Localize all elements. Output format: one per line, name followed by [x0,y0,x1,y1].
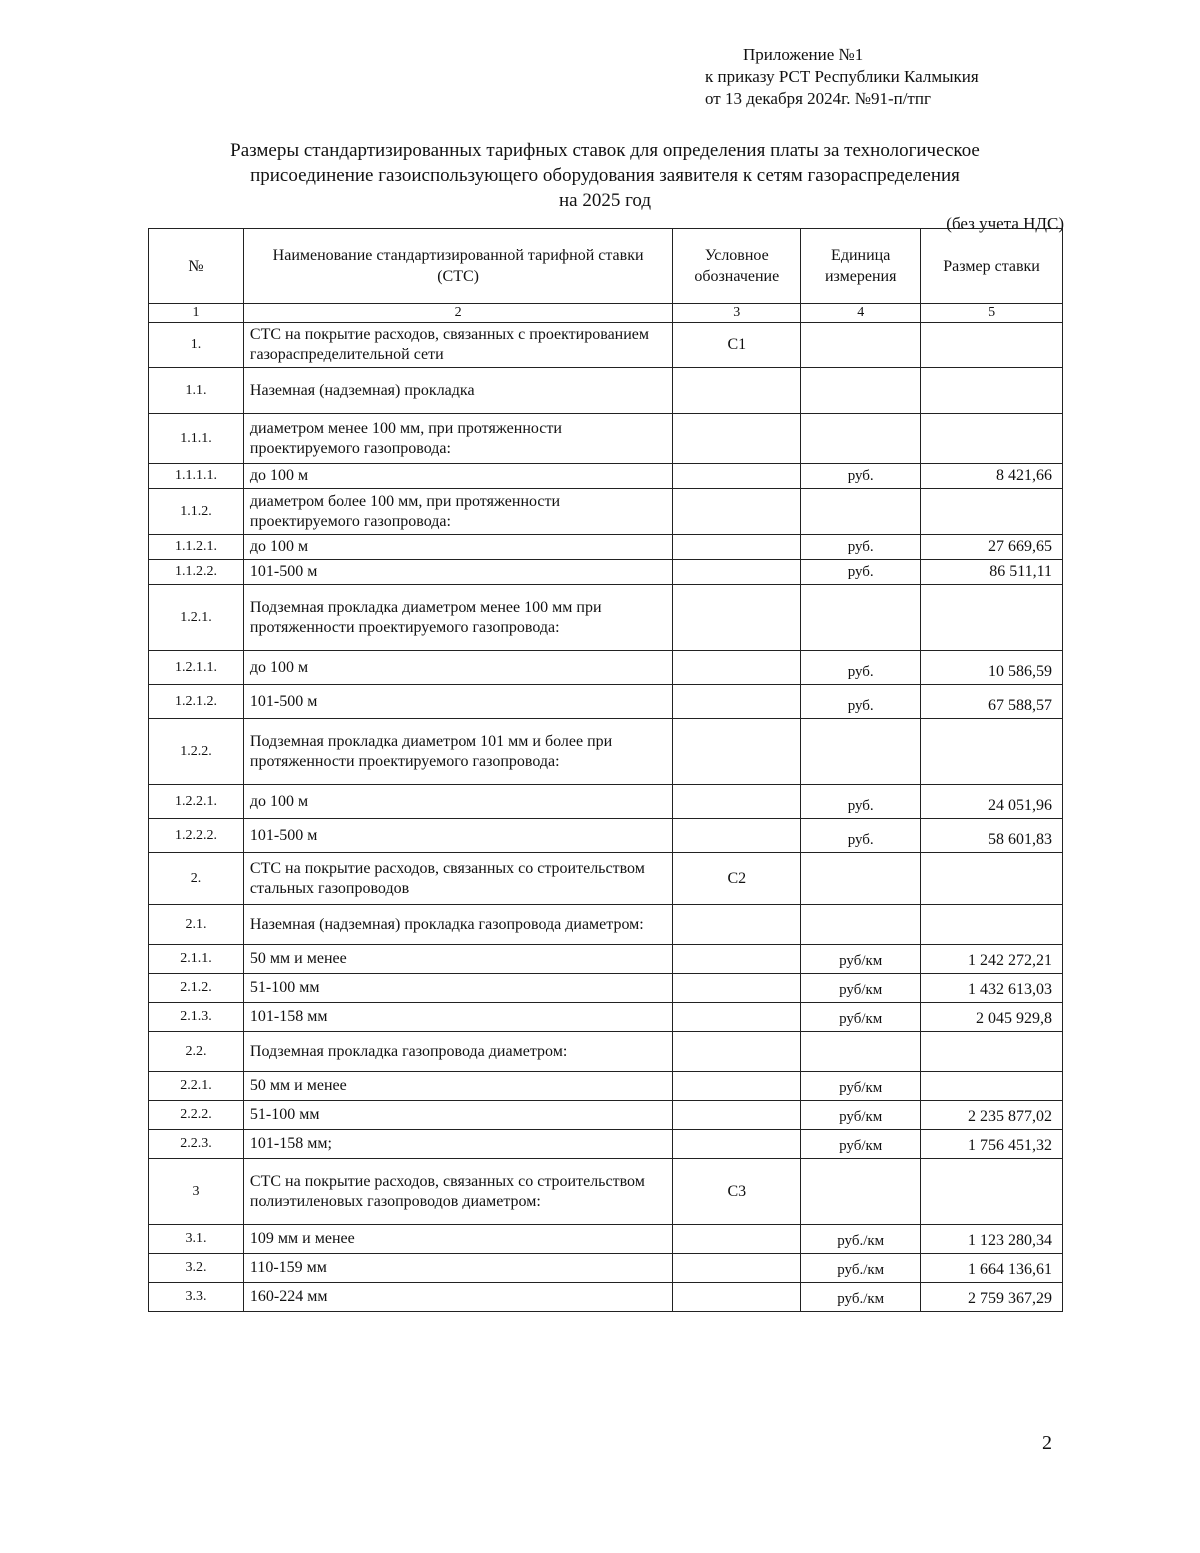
row-rate: 10 586,59 [921,651,1063,685]
row-rate [921,323,1063,368]
row-unit: руб./км [801,1225,921,1254]
row-number: 2.1.2. [149,974,244,1003]
row-unit: руб. [801,785,921,819]
row-unit: руб. [801,819,921,853]
table-row [149,1003,1063,1032]
table-row [149,974,1063,1003]
row-name: СТС на покрытие расходов, связанных с проектированием газораспределительной сети [243,323,672,368]
column-number-row [149,304,1063,323]
row-rate [921,853,1063,905]
row-unit [801,368,921,414]
row-code [673,1225,801,1254]
table-row [149,489,1063,535]
row-number: 3 [149,1159,244,1225]
row-name: диаметром более 100 мм, при протяженности проектируемого газопровода: [243,489,672,535]
row-name: 101-158 мм; [243,1130,672,1159]
row-code [673,414,801,464]
row-name: до 100 м [243,535,672,560]
row-number: 3.2. [149,1254,244,1283]
row-number: 1.1.2.1. [149,535,244,560]
row-code [673,368,801,414]
row-name: СТС на покрытие расходов, связанных со строительством стальных газопроводов [243,853,672,905]
row-code [673,464,801,489]
row-rate: 1 432 613,03 [921,974,1063,1003]
table-row [149,414,1063,464]
row-unit: руб. [801,685,921,719]
table-row [149,785,1063,819]
row-number: 1.1.1.1. [149,464,244,489]
row-name: Наземная (надземная) прокладка газопровода диаметром: [243,905,672,945]
row-name: 101-158 мм [243,1003,672,1032]
column-number: 1 [149,304,244,323]
column-number: 4 [801,304,921,323]
page-number: 2 [1042,1432,1052,1454]
row-number: 1.2.2.2. [149,819,244,853]
row-name: Подземная прокладка диаметром менее 100 мм при протяженности проектируемого газопровода: [243,585,672,651]
row-code: С1 [673,323,801,368]
row-number: 2.2.3. [149,1130,244,1159]
vat-note: (без учета НДС) [946,214,1064,233]
row-unit [801,853,921,905]
row-name: 110-159 мм [243,1254,672,1283]
table-row [149,685,1063,719]
row-name: 101-500 м [243,560,672,585]
table-row [149,1254,1063,1283]
column-number: 5 [921,304,1063,323]
title-line-2: присоединение газоиспользующего оборудования заявителя к сетям газораспределения [250,165,960,186]
row-name: 51-100 мм [243,974,672,1003]
title-line-1: Размеры стандартизированных тарифных ставок для определения платы за технологическое [230,140,980,161]
row-unit: руб. [801,651,921,685]
row-code [673,1283,801,1312]
row-rate: 2 045 929,8 [921,1003,1063,1032]
row-name: диаметром менее 100 мм, при протяженности проектируемого газопровода: [243,414,672,464]
row-code [673,585,801,651]
row-code [673,1032,801,1072]
row-rate [921,489,1063,535]
table-row [149,945,1063,974]
row-number: 1. [149,323,244,368]
document-title [150,138,1060,213]
row-unit: руб./км [801,1254,921,1283]
row-unit [801,1032,921,1072]
table-row [149,651,1063,685]
row-rate: 8 421,66 [921,464,1063,489]
row-unit: руб/км [801,974,921,1003]
table-row [149,1032,1063,1072]
table-body [149,323,1063,1312]
tariff-table [148,228,1063,1312]
row-number: 1.1.2.2. [149,560,244,585]
row-code [673,819,801,853]
row-rate [921,719,1063,785]
table-row [149,1072,1063,1101]
annex-reference [705,44,1065,110]
row-code [673,651,801,685]
row-number: 1.2.1. [149,585,244,651]
row-number: 1.2.1.1. [149,651,244,685]
header-unit: Единица измерения [801,229,921,304]
table-row [149,905,1063,945]
header-name: Наименование стандартизированной тарифной ставки (СТС) [243,229,672,304]
table-row [149,464,1063,489]
row-rate: 1 664 136,61 [921,1254,1063,1283]
row-name: 101-500 м [243,819,672,853]
table-row [149,535,1063,560]
table-row [149,853,1063,905]
row-number: 2.1. [149,905,244,945]
row-code [673,1003,801,1032]
table-row [149,560,1063,585]
row-number: 1.2.2.1. [149,785,244,819]
row-unit [801,489,921,535]
row-rate: 86 511,11 [921,560,1063,585]
row-unit: руб/км [801,1072,921,1101]
row-code [673,489,801,535]
row-number: 2. [149,853,244,905]
row-number: 1.2.1.2. [149,685,244,719]
header-no: № [149,229,244,304]
row-code [673,905,801,945]
row-unit: руб./км [801,1283,921,1312]
row-rate [921,585,1063,651]
annex-title: Приложение №1 [743,45,864,64]
table-row [149,1101,1063,1130]
title-line-3: на 2025 год [558,190,652,211]
row-number: 3.3. [149,1283,244,1312]
row-rate: 1 123 280,34 [921,1225,1063,1254]
row-rate: 1 242 272,21 [921,945,1063,974]
row-name: 109 мм и менее [243,1225,672,1254]
row-unit [801,719,921,785]
row-code [673,1072,801,1101]
row-code [673,1254,801,1283]
table-row [149,1159,1063,1225]
row-rate: 27 669,65 [921,535,1063,560]
row-number: 2.2. [149,1032,244,1072]
row-code [673,560,801,585]
row-unit: руб. [801,464,921,489]
row-name: до 100 м [243,785,672,819]
row-number: 1.1.2. [149,489,244,535]
row-name: СТС на покрытие расходов, связанных со строительством полиэтиленовых газопроводов диаметром: [243,1159,672,1225]
table-row [149,719,1063,785]
row-name: до 100 м [243,651,672,685]
row-rate [921,414,1063,464]
row-unit [801,905,921,945]
row-rate: 58 601,83 [921,819,1063,853]
table-row [149,368,1063,414]
row-code [673,685,801,719]
row-rate [921,1032,1063,1072]
row-unit: руб. [801,535,921,560]
row-name: 51-100 мм [243,1101,672,1130]
row-rate [921,1159,1063,1225]
row-unit: руб/км [801,945,921,974]
header-row [149,229,1063,304]
row-rate [921,368,1063,414]
row-rate [921,1072,1063,1101]
row-number: 1.1.1. [149,414,244,464]
row-name: Наземная (надземная) прокладка [243,368,672,414]
row-code: С2 [673,853,801,905]
row-unit: руб/км [801,1101,921,1130]
row-rate: 67 588,57 [921,685,1063,719]
row-number: 1.1. [149,368,244,414]
row-rate: 1 756 451,32 [921,1130,1063,1159]
table-row [149,1225,1063,1254]
row-code [673,945,801,974]
row-code [673,535,801,560]
row-unit: руб/км [801,1130,921,1159]
annex-date: от 13 декабря 2024г. №91-п/тпг [705,89,931,108]
row-unit [801,414,921,464]
row-unit: руб. [801,560,921,585]
row-unit: руб/км [801,1003,921,1032]
row-name: 101-500 м [243,685,672,719]
header-rate: Размер ставки [921,229,1063,304]
row-unit [801,1159,921,1225]
annex-order: к приказу РСТ Республики Калмыкия [705,67,979,86]
row-unit [801,585,921,651]
row-name: Подземная прокладка диаметром 101 мм и более при протяженности проектируемого газопровода: [243,719,672,785]
row-number: 2.1.3. [149,1003,244,1032]
table-row [149,585,1063,651]
row-rate [921,905,1063,945]
row-name: 160-224 мм [243,1283,672,1312]
row-number: 1.2.2. [149,719,244,785]
row-rate: 2 235 877,02 [921,1101,1063,1130]
table-row [149,819,1063,853]
row-name: 50 мм и менее [243,1072,672,1101]
table-row [149,1283,1063,1312]
row-code: С3 [673,1159,801,1225]
row-code [673,1101,801,1130]
row-name: 50 мм и менее [243,945,672,974]
row-name: до 100 м [243,464,672,489]
table-row [149,323,1063,368]
row-code [673,719,801,785]
row-number: 2.2.2. [149,1101,244,1130]
row-number: 2.2.1. [149,1072,244,1101]
row-unit [801,323,921,368]
row-code [673,785,801,819]
row-number: 3.1. [149,1225,244,1254]
row-name: Подземная прокладка газопровода диаметром: [243,1032,672,1072]
row-code [673,1130,801,1159]
row-rate: 2 759 367,29 [921,1283,1063,1312]
row-code [673,974,801,1003]
table-row [149,1130,1063,1159]
row-rate: 24 051,96 [921,785,1063,819]
column-number: 2 [243,304,672,323]
column-number: 3 [673,304,801,323]
row-number: 2.1.1. [149,945,244,974]
header-code: Условное обозначение [673,229,801,304]
